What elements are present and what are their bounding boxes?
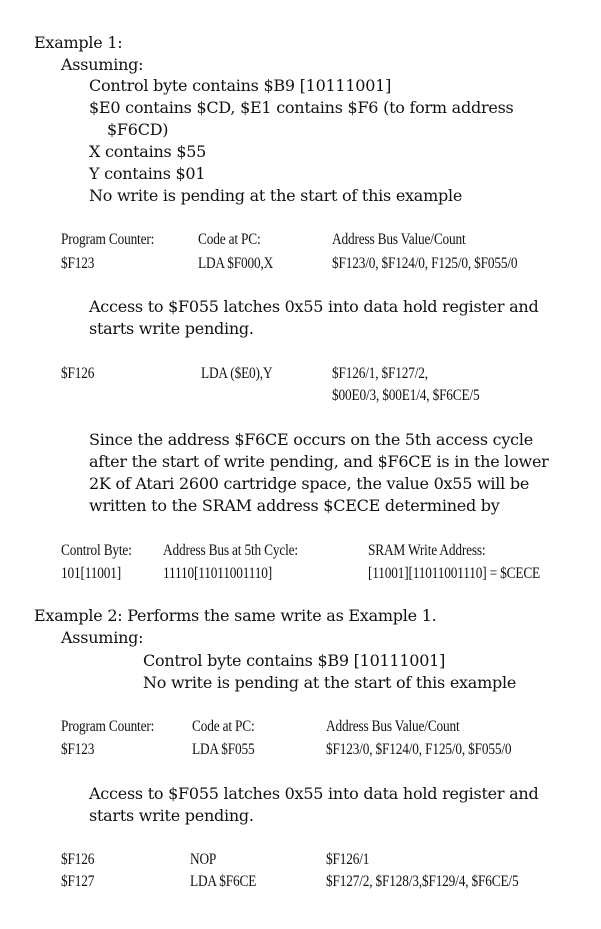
example2-note1-line: Access to $F055 latches 0x55 into data hold register and: [89, 784, 539, 803]
example1-condition: X contains $55: [89, 142, 207, 161]
example1-note2-line: written to the SRAM address $CECE determined by: [89, 496, 500, 515]
example2-assuming: Assuming:: [61, 628, 144, 647]
example1-note1-line: Access to $F055 latches 0x55 into data hold register and: [89, 297, 539, 316]
table-cell-pc: $F123: [61, 741, 95, 758]
example1-note2-line: 2K of Atari 2600 cartridge space, the value 0x55 will be: [89, 474, 530, 493]
table-cell-pc: $F126: [61, 851, 95, 868]
table-header-address-bus: Address Bus Value/Count: [326, 718, 460, 735]
example1-condition: Control byte contains $B9 [10111001]: [89, 76, 392, 95]
table-cell-pc: $F126: [61, 365, 95, 382]
table-cell-code: LDA ($E0),Y: [201, 365, 273, 382]
table-cell-bus: $F126/1: [326, 851, 370, 868]
example2-note1-line: starts write pending.: [89, 806, 254, 825]
example1-note1-line: starts write pending.: [89, 319, 254, 338]
table-header-sram-write-address: SRAM Write Address:: [368, 542, 486, 559]
table-cell-pc: $F127: [61, 873, 95, 890]
table-cell-bus: $F123/0, $F124/0, F125/0, $F055/0: [332, 255, 518, 272]
table-cell-pc: $F123: [61, 255, 95, 272]
example1-condition: No write is pending at the start of this example: [89, 186, 463, 205]
table-header-program-counter: Program Counter:: [61, 231, 155, 248]
example1-condition: $F6CD): [107, 120, 169, 139]
example1-note2-line: Since the address $F6CE occurs on the 5th access cycle: [89, 430, 533, 449]
table-header-address-bus-5th: Address Bus at 5th Cycle:: [163, 542, 298, 559]
table-cell-code: LDA $F6CE: [190, 873, 257, 890]
table-cell-address-bus: 11110[11011001110]: [163, 565, 272, 582]
table-cell-code: LDA $F055: [192, 741, 255, 758]
example1-note2-line: after the start of write pending, and $F6CE is in the lower: [89, 452, 549, 471]
table-cell-bus: $F127/2, $F128/3,$F129/4, $F6CE/5: [326, 873, 519, 890]
table-header-code-at-pc: Code at PC:: [198, 231, 261, 248]
table-header-control-byte: Control Byte:: [61, 542, 132, 559]
table-cell-code: NOP: [190, 851, 217, 868]
example1-assuming: Assuming:: [61, 55, 144, 74]
table-header-code-at-pc: Code at PC:: [192, 718, 255, 735]
table-cell-bus: $00E0/3, $00E1/4, $F6CE/5: [332, 387, 480, 404]
table-cell-control-byte: 101[11001]: [61, 565, 121, 582]
example2-condition: No write is pending at the start of this example: [143, 673, 517, 692]
table-cell-bus: $F123/0, $F124/0, F125/0, $F055/0: [326, 741, 512, 758]
example1-condition: $E0 contains $CD, $E1 contains $F6 (to form address: [89, 98, 514, 117]
example1-condition: Y contains $01: [89, 164, 206, 183]
table-cell-sram-address: [11001][11011001110] = $CECE: [368, 565, 541, 582]
table-header-program-counter: Program Counter:: [61, 718, 155, 735]
example2-heading: Example 2: Performs the same write as Example 1.: [34, 606, 437, 625]
table-header-address-bus: Address Bus Value/Count: [332, 231, 466, 248]
table-cell-bus: $F126/1, $F127/2,: [332, 365, 428, 382]
example1-heading: Example 1:: [34, 33, 123, 52]
example2-condition: Control byte contains $B9 [10111001]: [143, 651, 446, 670]
table-cell-code: LDA $F000,X: [198, 255, 274, 272]
